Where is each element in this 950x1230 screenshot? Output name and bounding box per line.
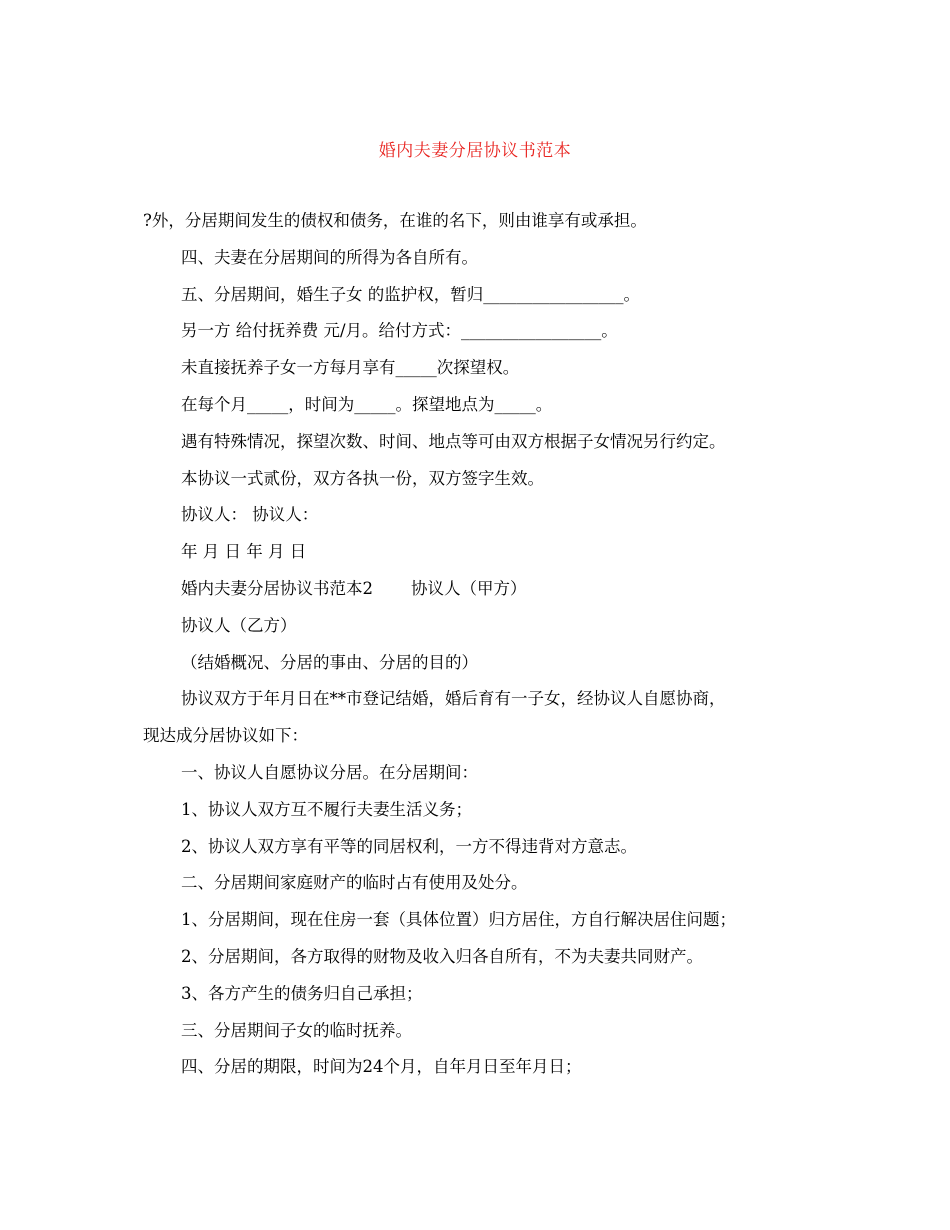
paragraph-line: 四、分居的期限，时间为24个月，自年月日至年月日； [181, 1057, 582, 1077]
document-title: 婚内夫妻分居协议书范本 [378, 141, 572, 161]
paragraph-line: 现达成分居协议如下： [143, 726, 308, 746]
paragraph-line: 五、分居期间，婚生子女 的监护权，暂归_________________。 [181, 284, 640, 304]
paragraph-line: 一、协议人自愿协议分居。在分居期间： [181, 762, 478, 782]
sample-2-heading: 婚内夫妻分居协议书范本2 [181, 578, 373, 598]
paragraph-line: 2、分居期间，各方取得的财物及收入归各自所有，不为夫妻共同财产。 [181, 946, 703, 966]
paragraph-line: （结婚概况、分居的事由、分居的目的） [181, 652, 478, 672]
document-body [143, 203, 803, 1086]
party-b-label: 协议人（乙方） [181, 615, 297, 635]
paragraph-line: 本协议一式贰份，双方各执一份，双方签字生效。 [181, 468, 544, 488]
paragraph-line: 2、协议人双方享有平等的同居权利，一方不得违背对方意志。 [181, 836, 637, 856]
paragraph-line: 二、分居期间家庭财产的临时占有使用及处分。 [181, 873, 528, 893]
section-heading-line [143, 571, 803, 608]
date-line: 年 月 日 年 月 日 [181, 542, 307, 562]
paragraph-line: 另一方 给付抚养费 元/月。给付方式：_________________。 [181, 321, 618, 341]
paragraph-line: 协议双方于年月日在**市登记结婚，婚后育有一子女，经协议人自愿协商， [181, 689, 726, 709]
party-a-label: 协议人（甲方） [411, 578, 527, 598]
paragraph-line: 三、分居期间子女的临时抚养。 [181, 1020, 412, 1040]
paragraph-line: 3、各方产生的债务归自己承担； [181, 983, 423, 1003]
paragraph-line: 四、夫妻在分居期间的所得为各自所有。 [181, 247, 478, 267]
paragraph-line: 1、分居期间，现在住房一套（具体位置）归方居住，方自行解决居住问题； [181, 910, 736, 930]
signature-label-line: 协议人： 协议人： [181, 505, 319, 525]
paragraph-line: 遇有特殊情况，探望次数、时间、地点等可由双方根据子女情况另行约定。 [181, 431, 726, 451]
paragraph-line: 在每个月_____，时间为_____。探望地点为_____。 [181, 394, 553, 414]
paragraph-line: ?外，分居期间发生的债权和债务，在谁的名下，则由谁享有或承担。 [143, 211, 647, 230]
paragraph-line: 1、协议人双方互不履行夫妻生活义务； [181, 799, 472, 819]
paragraph-line: 未直接抚养子女一方每月享有_____次探望权。 [181, 358, 520, 378]
